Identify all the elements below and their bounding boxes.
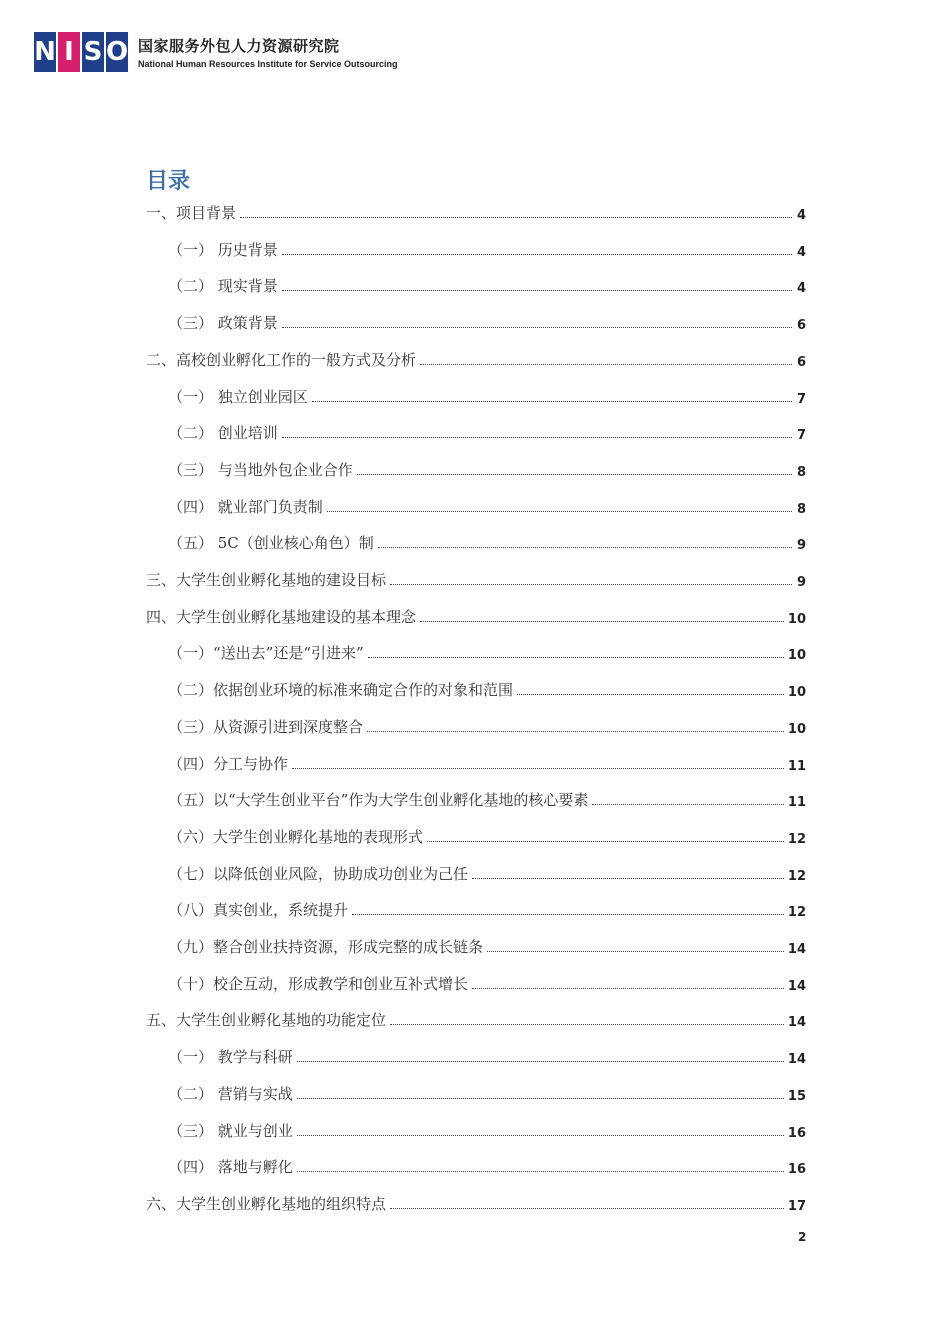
toc-entry-label: （二） 营销与实战	[168, 1085, 293, 1103]
toc-dot-leader	[297, 1134, 784, 1136]
toc-entry-page: 6	[796, 355, 806, 370]
toc-dot-leader	[312, 400, 792, 402]
toc-dot-leader	[282, 326, 792, 328]
toc-entry-page: 4	[796, 208, 806, 223]
toc-dot-leader	[487, 950, 784, 952]
toc-entry-page: 4	[796, 281, 806, 296]
toc-dot-leader	[390, 583, 792, 585]
toc-title: 目录	[146, 169, 191, 194]
toc-entry[interactable]	[168, 823, 806, 847]
toc-entry-page: 10	[787, 722, 806, 737]
toc-entry-page: 16	[787, 1162, 806, 1177]
toc-entry-label: （一） 独立创业园区	[168, 388, 308, 406]
toc-entry-label: （三） 与当地外包企业合作	[168, 461, 353, 479]
toc-dot-leader	[240, 216, 792, 218]
toc-entry-label: （一） 教学与科研	[168, 1048, 293, 1066]
toc-dot-leader	[472, 987, 784, 989]
toc-dot-leader	[282, 436, 792, 438]
toc-entry[interactable]	[168, 970, 806, 994]
toc-entry-page: 7	[796, 392, 806, 407]
toc-entry-label: （一）“送出去”还是“引进来”	[168, 644, 364, 662]
toc-entry-label: 二、高校创业孵化工作的一般方式及分析	[146, 351, 417, 369]
toc-dot-leader	[357, 473, 792, 475]
toc-entry[interactable]	[146, 566, 806, 590]
toc-dot-leader	[592, 803, 784, 805]
toc-entry-label: （三）从资源引进到深度整合	[168, 718, 364, 736]
toc-entry-page: 12	[787, 905, 806, 920]
toc-dot-leader	[420, 363, 792, 365]
org-name-en: National Human Resources Institute for Service Outsourcing	[138, 59, 398, 69]
toc-entry-label: （四） 落地与孵化	[168, 1158, 293, 1176]
toc-dot-leader	[420, 620, 784, 622]
toc-entry-page: 6	[796, 318, 806, 333]
toc-entry-label: （九）整合创业扶持资源，形成完整的成长链条	[168, 938, 484, 956]
toc-entry-page: 8	[796, 502, 806, 517]
toc-entry-page: 9	[796, 575, 806, 590]
toc-entry-page: 14	[787, 979, 806, 994]
toc-entry[interactable]	[168, 309, 806, 333]
toc-dot-leader	[327, 510, 792, 512]
toc-entry[interactable]	[168, 676, 806, 700]
toc-entry[interactable]	[168, 456, 806, 480]
org-logo	[34, 32, 398, 72]
toc-entry-label: （十）校企互动，形成教学和创业互补式增长	[168, 975, 469, 993]
logo-letter: I	[58, 32, 80, 72]
toc-entry[interactable]	[168, 896, 806, 920]
toc-entry-page: 10	[787, 648, 806, 663]
toc-entry-label: （一） 历史背景	[168, 241, 278, 259]
toc-entry[interactable]	[146, 346, 806, 370]
toc-dot-leader	[368, 656, 784, 658]
logo-letter: N	[34, 32, 56, 72]
toc-entry-page: 10	[787, 685, 806, 700]
toc-entry-page: 16	[787, 1126, 806, 1141]
toc-dot-leader	[517, 693, 784, 695]
toc-entry-label: （二） 创业培训	[168, 424, 278, 442]
toc-entry[interactable]	[168, 860, 806, 884]
toc-entry-label: （二） 现实背景	[168, 277, 278, 295]
toc-entry-page: 9	[796, 538, 806, 553]
toc-dot-leader	[427, 840, 784, 842]
toc-entry-label: （六）大学生创业孵化基地的表现形式	[168, 828, 424, 846]
toc-entry-page: 11	[787, 759, 806, 774]
toc-entry-page: 12	[787, 869, 806, 884]
toc-entry-label: （二）依据创业环境的标准来确定合作的对象和范围	[168, 681, 514, 699]
toc-dot-leader	[282, 289, 792, 291]
toc-entry[interactable]	[168, 639, 806, 663]
toc-dot-leader	[367, 730, 784, 732]
toc-entry-label: （八）真实创业，系统提升	[168, 901, 349, 919]
toc-dot-leader	[292, 767, 784, 769]
toc-dot-leader	[378, 546, 792, 548]
org-name	[138, 35, 398, 69]
toc-dot-leader	[297, 1170, 784, 1172]
toc-entry-label: （三） 政策背景	[168, 314, 278, 332]
toc-entry-page: 14	[787, 1052, 806, 1067]
toc-entry-label: 一、项目背景	[146, 204, 237, 222]
toc-entry-page: 12	[787, 832, 806, 847]
logo-letter: S	[82, 32, 104, 72]
toc-dot-leader	[297, 1097, 784, 1099]
toc-entry[interactable]	[168, 383, 806, 407]
toc-entry[interactable]	[168, 933, 806, 957]
toc-entry-label: （五） 5C（创业核心角色）制	[168, 534, 374, 552]
toc-entry-page: 14	[787, 1015, 806, 1030]
toc-entry-label: （四）分工与协作	[168, 755, 289, 773]
toc-entry-label: 三、大学生创业孵化基地的建设目标	[146, 571, 387, 589]
toc-entry-label: 四、大学生创业孵化基地建设的基本理念	[146, 608, 417, 626]
toc-dot-leader	[282, 253, 792, 255]
toc-dot-leader	[297, 1060, 784, 1062]
niso-logo-mark	[34, 32, 130, 72]
toc-entry[interactable]	[168, 272, 806, 296]
toc-entry-page: 8	[796, 465, 806, 480]
toc-entry-page: 4	[796, 245, 806, 260]
toc-entry[interactable]	[168, 1043, 806, 1067]
toc-entry-label: 六、大学生创业孵化基地的组织特点	[146, 1195, 387, 1213]
toc-entry[interactable]	[168, 1153, 806, 1177]
toc-entry[interactable]	[168, 1117, 806, 1141]
toc-entry-page: 15	[787, 1089, 806, 1104]
toc-entry[interactable]	[168, 236, 806, 260]
toc-entry-page: 7	[796, 428, 806, 443]
toc-entry-page: 10	[787, 612, 806, 627]
toc-entry[interactable]	[146, 1006, 806, 1030]
toc-dot-leader	[352, 913, 784, 915]
toc-entry[interactable]	[146, 1190, 806, 1214]
toc-entry[interactable]	[168, 529, 806, 553]
toc-entry[interactable]	[168, 419, 806, 443]
toc-entry[interactable]	[146, 199, 806, 223]
toc-entry-label: （五）以“大学生创业平台”作为大学生创业孵化基地的核心要素	[168, 791, 589, 809]
toc-entry-page: 11	[787, 795, 806, 810]
toc-entry[interactable]	[168, 493, 806, 517]
toc-entry-page: 14	[787, 942, 806, 957]
toc-dot-leader	[472, 877, 784, 879]
org-name-cn: 国家服务外包人力资源研究院	[138, 37, 340, 55]
toc-entry[interactable]	[168, 1080, 806, 1104]
toc-entry-label: （三） 就业与创业	[168, 1122, 293, 1140]
toc-entry[interactable]	[146, 603, 806, 627]
toc-entry-label: （四） 就业部门负责制	[168, 498, 323, 516]
toc-entry-label: （七）以降低创业风险，协助成功创业为己任	[168, 865, 469, 883]
logo-letter: O	[106, 32, 128, 72]
toc-entry[interactable]	[168, 713, 806, 737]
toc-entry-page: 17	[787, 1199, 806, 1214]
toc-dot-leader	[390, 1207, 784, 1209]
toc-entry[interactable]	[168, 786, 806, 810]
toc-dot-leader	[390, 1023, 784, 1025]
toc-entry-label: 五、大学生创业孵化基地的功能定位	[146, 1011, 387, 1029]
page-number: 2	[798, 1230, 807, 1244]
toc-entry[interactable]	[168, 750, 806, 774]
